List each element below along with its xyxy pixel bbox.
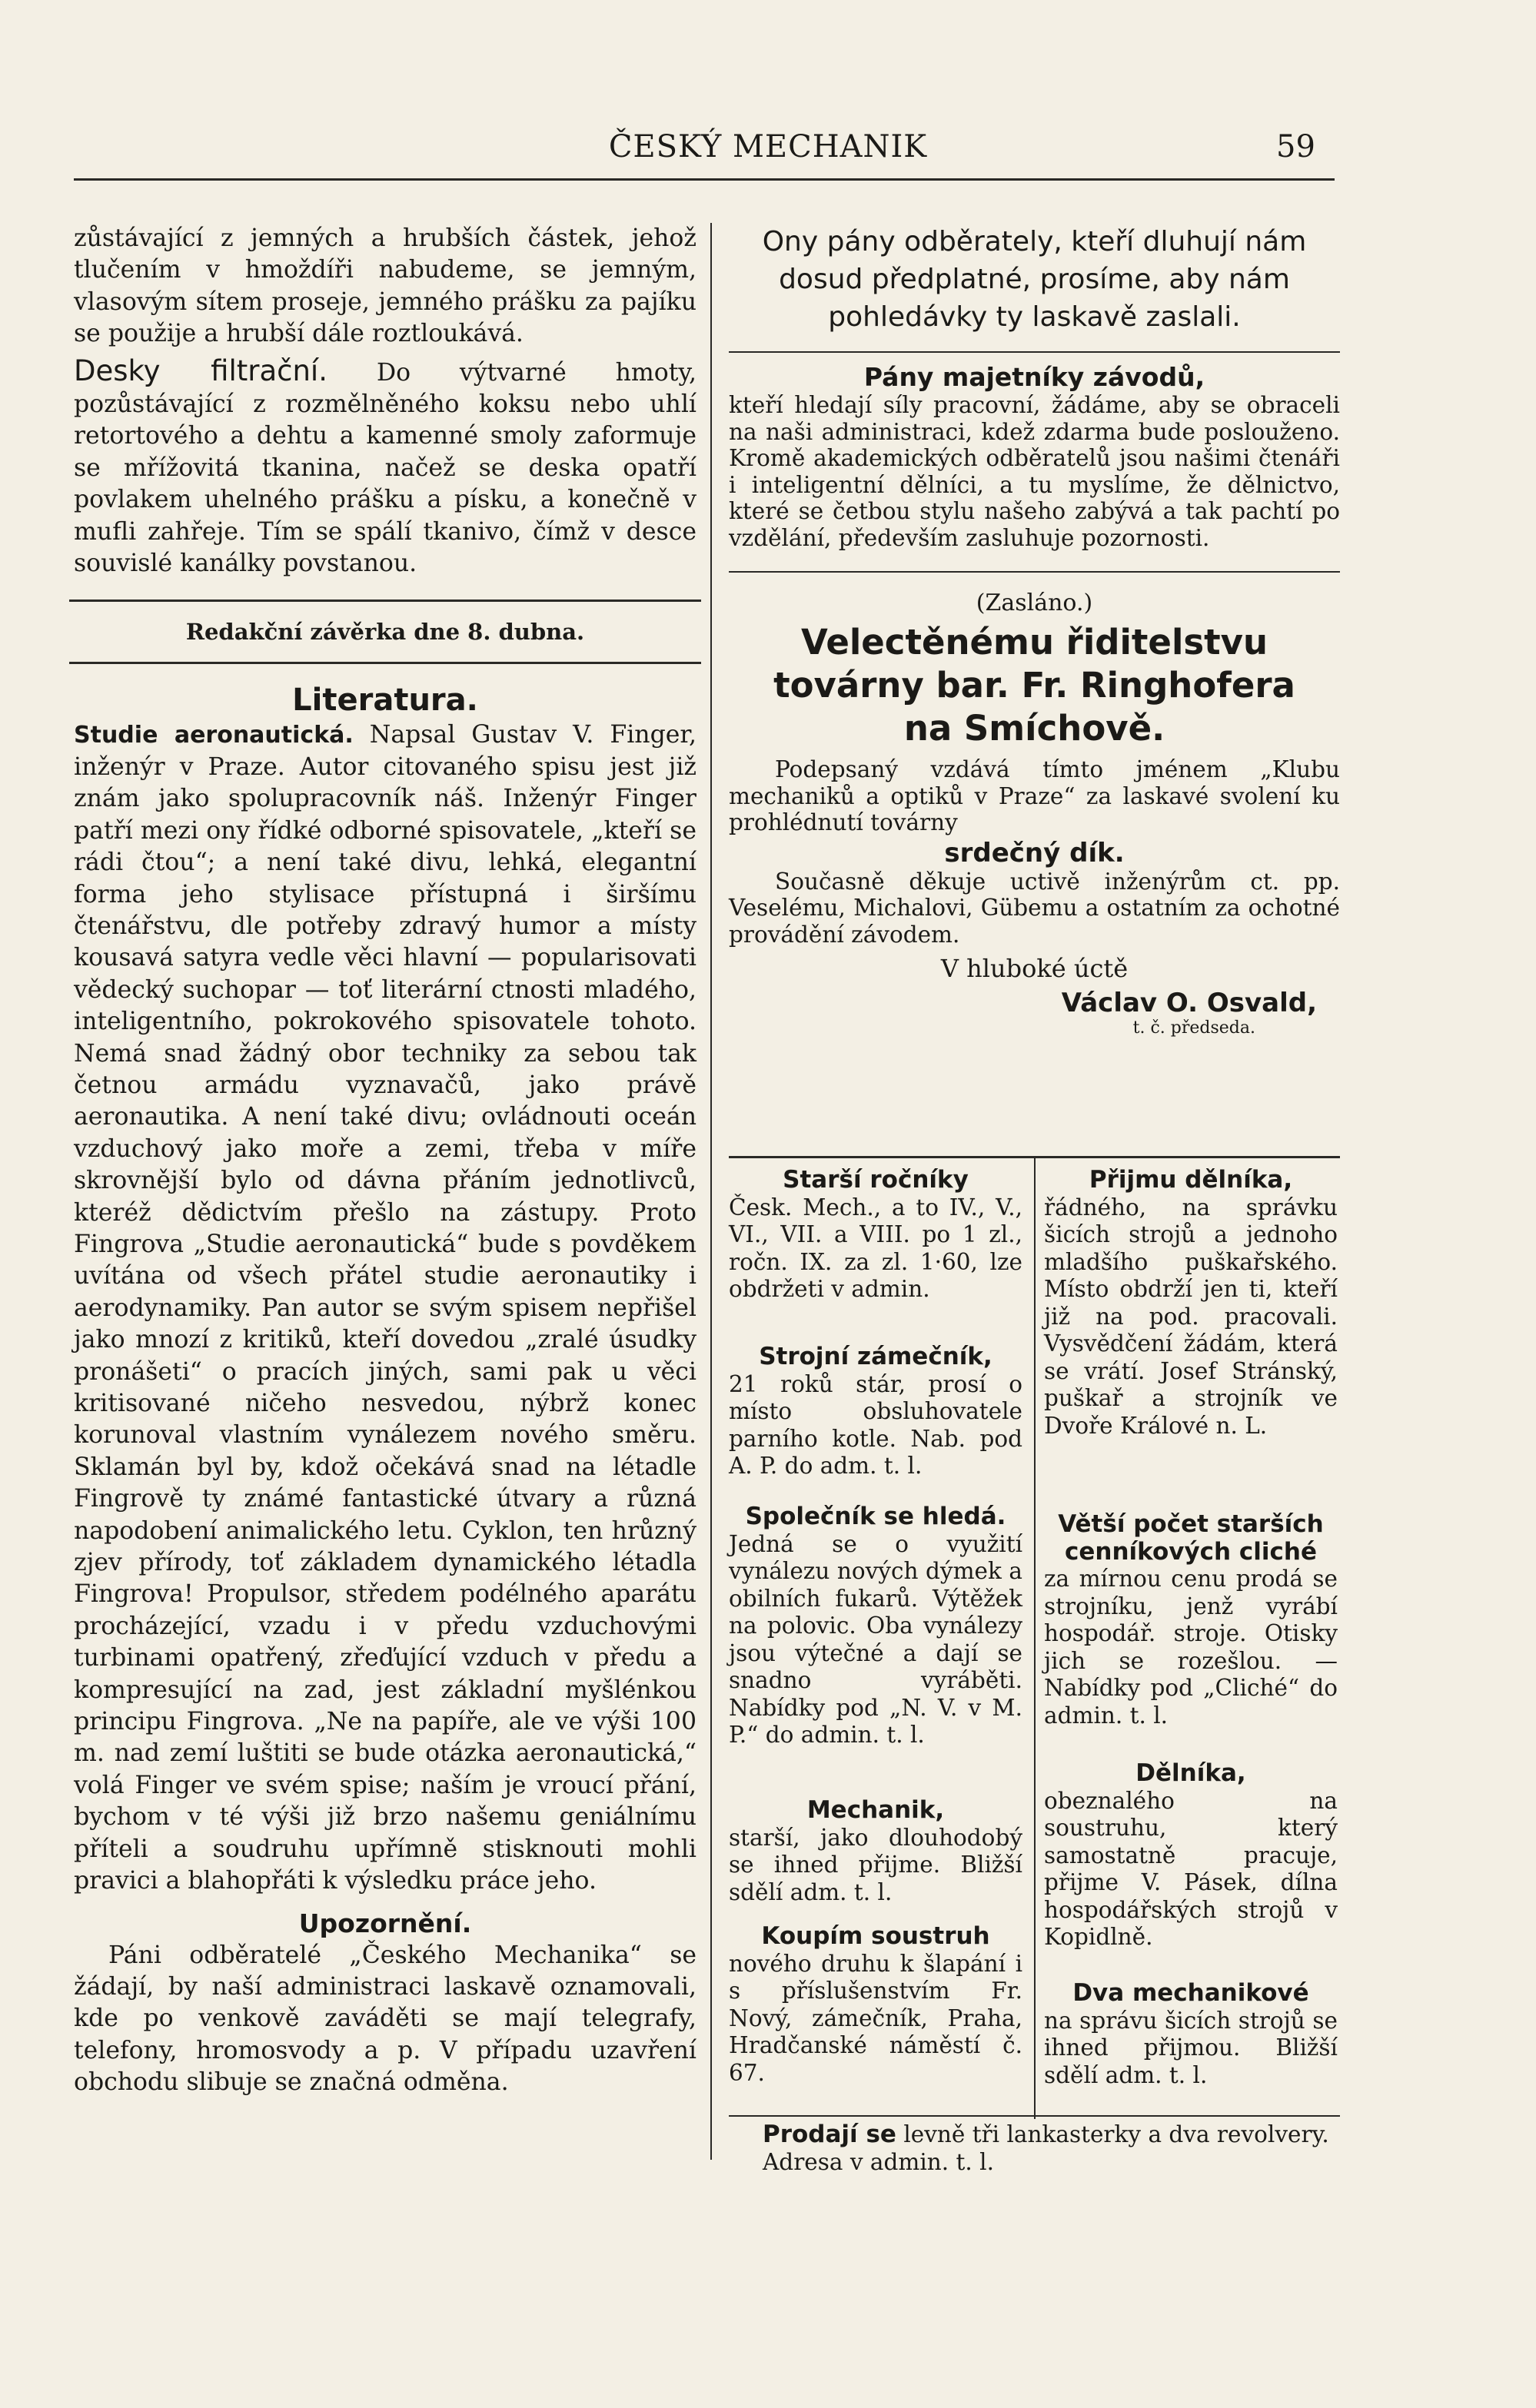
upozorneni-heading: Upozornění. — [298, 1908, 472, 1938]
ad-text: obeznalého na soustruhu, který samostatně pracuje, přijme V. Pásek, dílna hospodářských strojů v Kopidlně. — [1044, 1787, 1338, 1950]
page-number: 59 — [1276, 129, 1315, 164]
majitele-text: kteří hledají síly pracovní, žádáme, aby se obraceli na naši administraci, kdež zdarma bude poslouženo. Kromě akademických odběratelů jsou našimi čtenáři i inteligentní dělníci, a tu myslíme, že dělnictvo, které se četbou stylu našeho zabývá a tak pachtí po vzdělání, především zasluhuje pozornosti. — [729, 392, 1340, 551]
bottom-ad-rule — [729, 2115, 1340, 2117]
ad-title: Mechanik, — [806, 1796, 945, 1824]
ad-text: Jedná se o využití vynálezu nových dýmek a obilních fukarů. Výtěžek na polovic. Oba vynálezy jsou výtečné a dají se snadno vyráběti. Nabídky pod „N. V. v M. P.“ do admin. t. l. — [729, 1530, 1022, 1748]
divider — [729, 351, 1340, 353]
intro-paragraph: zůstávající z jemných a hrubších částek, jehož tlučením v hmoždíři nabudeme, se jemným, vlasovým sítem proseje, jemného prášku za pajíku se použije a hrubší dále roztloukává. — [74, 224, 697, 348]
closing-phrase: V hluboké úctě — [940, 954, 1129, 983]
ad-prijmu-delnika — [1044, 1167, 1338, 1440]
ad-text: levně tři lankasterky a dva revolvery. Adresa v admin. t. l. — [763, 2121, 1329, 2175]
ad-cenniky-cliche — [1044, 1511, 1338, 1729]
ad-title: Dělníka, — [1135, 1759, 1246, 1787]
literatura-heading: Literatura. — [292, 683, 478, 719]
ad-title: Větší počet starších cenníkových cliché — [1058, 1510, 1324, 1566]
ad-spolecnik — [729, 1503, 1022, 1749]
ad-delnika — [1044, 1760, 1338, 1951]
ad-mechanik — [729, 1797, 1022, 1906]
thanks-heading-line3: na Smíchově. — [903, 708, 1165, 749]
right-column — [729, 223, 1340, 1038]
thanks-heading-line2: továrny bar. Fr. Ringhofera — [773, 665, 1295, 706]
subscription-notice: Ony pány odběrately, kteří dluhují nám dosud předplatné, prosíme, aby nám pohledávky ty laskavě zaslali. — [762, 226, 1307, 333]
ad-prodaji-se — [763, 2121, 1332, 2176]
ad-text: starší, jako dlouhodobý se ihned přijme. Bližší sdělí adm. t. l. — [729, 1824, 1022, 1905]
ad-title: Společník se hledá. — [745, 1503, 1006, 1530]
signature: Václav O. Osvald, — [1061, 988, 1317, 1018]
ad-starsi-rocniky — [729, 1167, 1022, 1304]
column-separator — [710, 223, 712, 2160]
ad-strojni-zamecnik — [729, 1343, 1022, 1480]
editorial-closing: Redakční závěrka dne 8. dubna. — [185, 619, 585, 646]
ad-lead: Prodají se — [763, 2121, 896, 2148]
page-header-title: ČESKÝ MECHANIK — [608, 129, 928, 164]
signature-role: t. č. předseda. — [1132, 1018, 1255, 1038]
studie-paragraph — [74, 719, 697, 1897]
ad-title: Starší ročníky — [783, 1166, 969, 1194]
ad-text: 21 roků stár, prosí o místo obsluhovatele parního kotle. Nab. pod A. P. do adm. t. l. — [729, 1370, 1022, 1479]
desky-heading: Desky filtrační. — [74, 354, 327, 387]
ad-title: Přijmu dělníka, — [1089, 1166, 1293, 1194]
ad-text: řádného, na správku šicích strojů a jednoho mladšího puškařského. Místo obdrží jen ti, kteří již na pod. pracovali. Vysvědčení žádám, která se vrátí. Josef Stránský, puškař a strojník ve Dvoře Králové n. L. — [1044, 1194, 1338, 1439]
ad-koupim-soustruh — [729, 1923, 1022, 2087]
divider — [69, 600, 701, 602]
studie-text: Napsal Gustav V. Finger, inženýr v Praze. Autor citovaného spisu jest již znám jako spolupracovník náš. Inženýr Finger patří mezi ony řídké odborné spisovatele, „kteří se rádi čtou“; a není také divu, lehká, elegantní forma jeho stylisace přístupná i širšímu čtenářstvu, dle potřeby zdravý humor a místy kousavá satyra vedle věci hlavní — popularisovati vědecký suchopar — toť literární ctnosti mladého, inteligentního, pokrokového spisovatele tohoto. Nemá snad žádný obor techniky za sebou tak četnou armádu vyznavačů, jako právě aeronautika. A není také divu; ovládnouti oceán vzduchový jako moře a zemi, třeba v míře skrovnější bylo od dávna přáním jednotlivců, kteréž dědictvím přešlo na zástupy. Proto Fingrova „Studie aeronautická“ bude s povděkem uvítána od všech přátel studie aeronautiky i aerodynamiky. Pan autor se svým spisem nepřišel jako mnozí z kritiků, kteří dovedou „zralé úsudky pronášeti“ o pracích jiných, sami pak u věci kritisované ničeho nesvedou, nýbrž konec korunoval vlastním vynálezem nového směru. Sklamán byl by, kdož očekává snad na létadle Fingrově ty známé fantastické útvary a různá napodobení animalického letu. Cyklon, ten hrůzný zjev přírody, toť základem dynamického létadla Fingrova! Propulsor, středem podélného aparátu procházející, vzadu i v předu vzduchovými turbinami opatřený, zřeďující vzduch v předu a kompresující na zad, jest základní myšlénkou principu Fingrova. „Ne na papíře, ale ve výši 100 m. nad zemí luštiti se bude otázka aeronautická,“ volá Finger ve svém spise; naším je vroucí přání, bychom v té výši již brzo našemu geniálnímu příteli a soudruhu upřímně stisknouti mohli pravici a blahopřáti k výsledku práce jeho. — [74, 721, 697, 1895]
studie-heading: Studie aeronautická. — [74, 722, 354, 749]
ad-text: za mírnou cenu prodá se strojníku, jenž vyrábí hospodář. stroje. Otisky jich se rozešlou. — Nabídky pod „Cliché“ do admin. t. l. — [1044, 1566, 1338, 1729]
thanks-heading-line1: Velectěnému řiditelstvu — [800, 622, 1268, 663]
majitele-heading: Pány majetníky závodů, — [863, 362, 1205, 392]
ad-text: Česk. Mech., a to IV., V., VI., VII. a VIII. po 1 zl., ročn. IX. za zl. 1·60, lze obdržeti v admin. — [729, 1194, 1022, 1302]
ad-title: Strojní zámečník, — [759, 1343, 992, 1370]
desky-text: Do výtvarné hmoty, pozůstávající z rozmělněného koksu nebo uhlí retortového a dehtu a kamenné smoly zaformuje se mřížovitá tkanina, načež se deska opatří povlakem uhelného prášku a písku, a konečně v mufli zahřeje. Tím se spálí tkanivo, čímž v desce souvislé kanálky povstanou. — [74, 358, 697, 578]
upozorneni-text: Páni odběratelé „Českého Mechanika“ se žádají, by naší administraci laskavě oznamovali, kde po venkově zaváděti se mají telegrafy, telefony, hromosvody a p. V případu uzavření obchodu slibuje se značná odměna. — [74, 1941, 697, 2097]
thanks-text: Podepsaný vzdává tímto jménem „Klubu mechaniků a optiků v Praze“ za laskavé svolení ku prohlédnutí továrny — [729, 756, 1340, 835]
ad-text: na správu šicích strojů se ihned přijmou. Bližší sdělí adm. t. l. — [1044, 2007, 1338, 2088]
ad-text: nového druhu k šlapání i s příslušenstvím Fr. Nový, zámečník, Praha, Hradčanské náměstí č. 67. — [729, 1950, 1022, 2086]
zaslano-label: (Zasláno.) — [976, 590, 1093, 616]
ads-column-separator — [1034, 1158, 1036, 2119]
header-rule — [74, 178, 1335, 181]
srdecny-dik: srdečný dík. — [944, 837, 1125, 869]
desky-paragraph — [74, 355, 697, 580]
ad-title: Dva mechanikové — [1072, 1979, 1309, 2007]
ad-dva-mechanikove — [1044, 1980, 1338, 2089]
divider — [729, 571, 1340, 573]
left-column — [74, 223, 697, 2099]
ad-title: Koupím soustruh — [761, 1922, 990, 1950]
thanks-text-2: Současně děkuje uctivě inženýrům ct. pp. Veselému, Michalovi, Gübemu a ostatním za ochotné provádění závodem. — [729, 868, 1340, 948]
divider — [69, 662, 701, 664]
